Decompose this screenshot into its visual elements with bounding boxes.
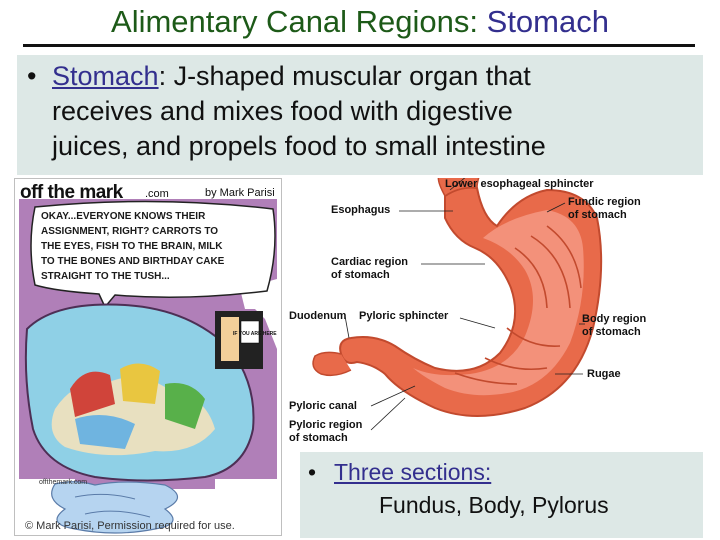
label-duodenum: Duodenum	[289, 310, 347, 322]
bullet-icon: •	[308, 459, 317, 485]
cartoon-sign: IF YOU ARE HERE	[233, 331, 277, 337]
cartoon-panel	[14, 178, 282, 536]
label-body-line-2: of stomach	[582, 326, 641, 338]
speech-line-1: OKAY...EVERYONE KNOWS THEIR	[41, 211, 206, 222]
cartoon-byline: by Mark Parisi	[205, 187, 275, 199]
stomach-diagram	[285, 178, 715, 448]
sections-heading: Three sections:	[334, 459, 492, 485]
label-pyloric-region	[289, 419, 362, 445]
cartoon-copyright: © Mark Parisi, Permission required for use.	[25, 520, 235, 532]
title-part-1: Alimentary Canal Regions:	[111, 4, 487, 39]
sections-line-1	[308, 456, 703, 489]
speech-line-3: THE EYES, FISH TO THE BRAIN, MILK	[41, 241, 223, 252]
intro-line-1	[27, 59, 703, 94]
label-cardiac-line-2: of stomach	[331, 269, 390, 281]
cartoon-site: offthemark.com	[39, 479, 88, 486]
label-pyloric-sphincter: Pyloric sphincter	[359, 310, 449, 322]
bullet-icon: •	[27, 61, 37, 91]
label-pyloric-region-line-1: Pyloric region	[289, 419, 363, 431]
keyword-stomach: Stomach	[52, 61, 159, 91]
label-fundic-line-2: of stomach	[568, 209, 627, 221]
slide-title	[0, 2, 720, 42]
intro-line-2: receives and mixes food with digestive	[52, 96, 513, 126]
label-body-region	[582, 313, 646, 339]
label-cardiac-region	[331, 256, 408, 282]
intro-line-3: juices, and propels food to small intestine	[52, 131, 546, 161]
label-fundic-region	[568, 196, 641, 222]
sections-textbox	[300, 452, 703, 538]
speech-line-5: STRAIGHT TO THE TUSH...	[41, 271, 170, 282]
speech-line-4: TO THE BONES AND BIRTHDAY CAKE	[41, 256, 225, 267]
speech-line-2: ASSIGNMENT, RIGHT? CARROTS TO	[41, 226, 219, 237]
label-pyloric-region-line-2: of stomach	[289, 432, 348, 444]
label-rugae: Rugae	[587, 368, 621, 380]
cartoon-brand: off the mark	[20, 182, 123, 203]
label-body-line-1: Body region	[582, 313, 647, 325]
title-underline	[23, 44, 695, 47]
label-lower-esophageal-sphincter: Lower esophageal sphincter	[445, 178, 594, 190]
label-cardiac-line-1: Cardiac region	[331, 256, 409, 268]
label-fundic-line-1: Fundic region	[568, 196, 641, 208]
intro-textbox	[17, 55, 703, 175]
label-esophagus: Esophagus	[331, 204, 391, 216]
cartoon-brand-suffix: .com	[145, 188, 169, 200]
sections-list: Fundus, Body, Pylorus	[379, 492, 609, 518]
title-part-2: Stomach	[486, 4, 609, 39]
intro-line-1-text: : J-shaped muscular organ that	[158, 61, 531, 91]
label-pyloric-canal: Pyloric canal	[289, 400, 357, 412]
